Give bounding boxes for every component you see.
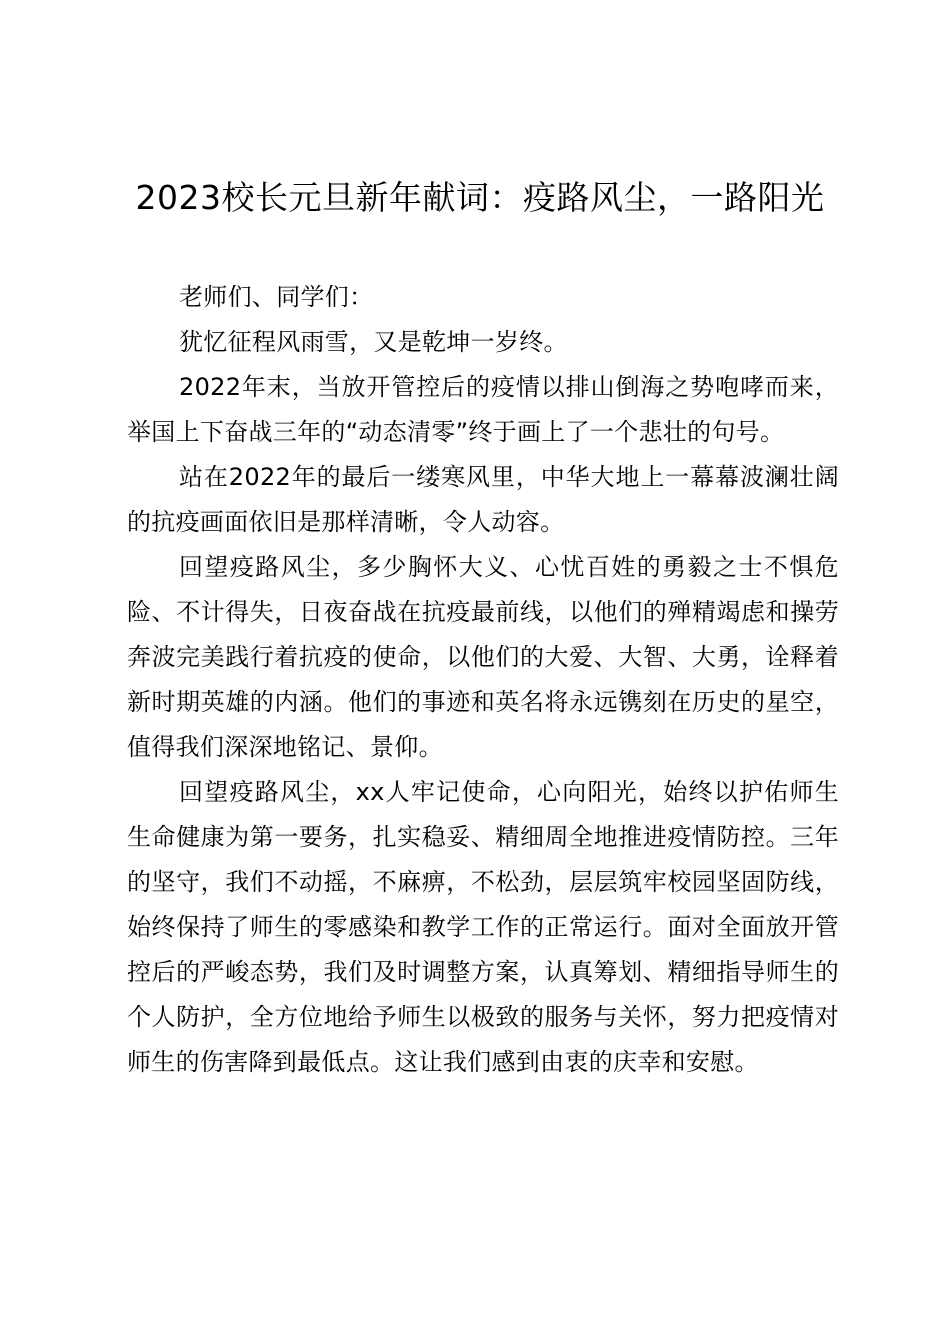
paragraph-2: 2022年末，当放开管控后的疫情以排山倒海之势咆哮而来，举国上下奋战三年的“动态清零”终于画上了一个悲壮的句号。	[127, 373, 839, 446]
paragraph-1: 犹忆征程风雨雪，又是乾坤一岁终。	[179, 328, 568, 356]
document-body	[127, 275, 839, 1085]
paragraph-5: 回望疫路风尘，xx人牢记使命，心向阳光，始终以护佑师生生命健康为第一要务，扎实稳妥、精细周全地推进疫情防控。三年的坚守，我们不动摇，不麻痹，不松劲，层层筑牢校园坚固防线，始终保持了师生的零感染和教学工作的正常运行。面对全面放开管控后的严峻态势，我们及时调整方案，认真筹划、精细指导师生的个人防护，全方位地给予师生以极致的服务与关怀，努力把疫情对师生的伤害降到最低点。这让我们感到由衷的庆幸和安慰。	[127, 778, 839, 1076]
document-title: 2023校长元旦新年献词：疫路风尘，一路阳光	[135, 178, 825, 217]
paragraph-4: 回望疫路风尘，多少胸怀大义、心忧百姓的勇毅之士不惧危险、不计得失，日夜奋战在抗疫最前线，以他们的殚精竭虑和操劳奔波完美践行着抗疫的使命，以他们的大爱、大智、大勇，诠释着新时期英雄的内涵。他们的事迹和英名将永远镌刻在历史的星空，值得我们深深地铭记、景仰。	[127, 553, 839, 761]
paragraph-greeting: 老师们、同学们：	[179, 283, 374, 311]
paragraph-3: 站在2022年的最后一缕寒风里，中华大地上一幕幕波澜壮阔的抗疫画面依旧是那样清晰，令人动容。	[127, 463, 839, 536]
